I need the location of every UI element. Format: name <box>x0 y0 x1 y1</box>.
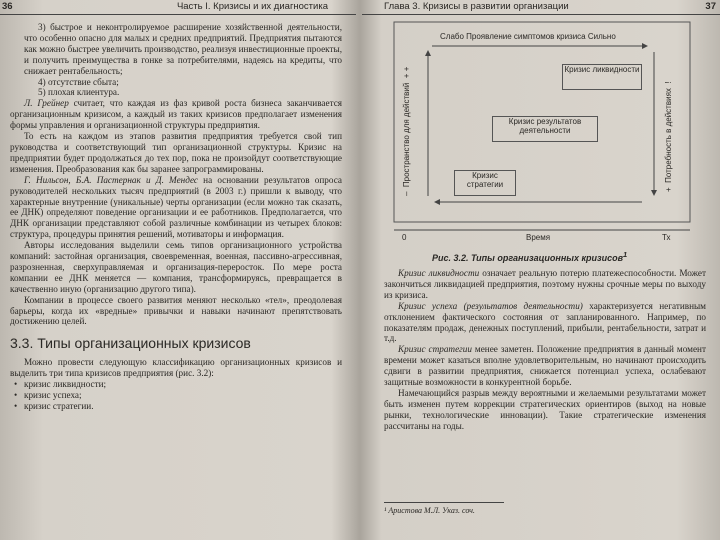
right-text-column <box>384 268 706 432</box>
paragraph-stages: То есть на каждом из этапов развития предприятия требуется свой тип руководства и соответствующий тип организационной структуры. Кризис на предприятии будет продолжаться до тех пор, пока не произойдут соответствующие изменения. Преобразования как бы заранее запрограммированы. <box>10 131 342 174</box>
plus-signs: + + <box>402 66 411 79</box>
paragraph-seven-types: Авторы исследования выделили семь типов организационного устройства компаний: застойная организация, своевременная, военная, пассивно-агрессивная, разрозненная, сверхуправляемая и организация-переросток. По мере роста компании ее ДНК меняется — компания, трансформируясь, превращается в качественно иную (организацию другого типа). <box>10 240 342 294</box>
right-running-header <box>362 0 720 15</box>
list-item: • кризис стратегии. <box>10 401 342 412</box>
caption-footnote-mark: 1 <box>623 250 628 259</box>
left-page-number: 36 <box>2 1 13 12</box>
action-need-axis-label: + Потребность в действиях ! <box>664 81 673 192</box>
crisis-type-list <box>10 379 342 412</box>
footnote-rule <box>384 502 504 503</box>
term-strategy: Кризис стратегии <box>398 344 472 355</box>
right-running-title: Глава 3. Кризисы в развитии организации <box>384 1 569 12</box>
paragraph-classification: Можно провести следующую классификацию организационных кризисов и выделить три типа кризисов предприятия (рис. 3.2): <box>10 357 342 379</box>
exclamation-sign: ! <box>664 81 673 84</box>
footnote: ¹ Аристова М.Л. Указ. соч. <box>384 506 475 515</box>
list-item-3: 3) быстрое и неконтролируемое расширение хозяйственной деятельности, что особенно опасно для малых и средних предприятий. Предприятия пытаются как можно быстрее увеличить производство, реализуя инвестиционные проекты, и получить преимущества в гонке за потребителями, надеясь на кредиты, что снижает рентабельность; <box>24 22 342 76</box>
action-space-axis-label: – Пространство для действий + + <box>402 66 411 196</box>
left-text-column <box>10 22 342 412</box>
box-strategy-crisis: Кризис стратегии <box>454 170 516 196</box>
section-heading: 3.3. Типы организационных кризисов <box>10 335 251 352</box>
list-item: • кризис ликвидности; <box>10 379 342 390</box>
term-liquidity: Кризис ликвидности <box>398 268 480 278</box>
paragraph-gap: Намечающийся разрыв между вероятными и желаемыми результатами может быть изменен путем коррекции стратегических ориентиров (выход на новые рынки, технологические инновации). Такие стратегические изменения рассчитаны на годы. <box>384 387 706 431</box>
time-axis-zero: 0 <box>402 233 407 242</box>
left-running-header <box>0 0 356 15</box>
paragraph-nilson: Г. Нильсон, Б.А. Пастернак и Д. Мендес на основании результатов опроса руководителей нескольких тысяч предприятий (в 2003 г.) пришли к выводу, что характерные внутренние (уникальные) черты организации (если можно так сказать, ее ДНК) определяют поведение организации и ее работников. Предполагается, что ДНК организации представляют собой различные комбинации из четырех блоков: структура, процедуры принятия решений, мотиваторы и информация. <box>10 174 342 240</box>
box-results-crisis: Кризис результатов деятельности <box>492 116 598 142</box>
list-item: • кризис успеха; <box>10 390 342 401</box>
minus-sign: – <box>402 191 411 196</box>
crisis-types-figure <box>392 20 692 245</box>
box-liquidity-crisis: Кризис ликвидности <box>562 64 642 90</box>
term-success: Кризис успеха (результатов деятельности) <box>398 300 583 311</box>
time-axis-label: Время <box>526 233 551 242</box>
left-running-title: Часть I. Кризисы и их диагностика <box>176 1 328 12</box>
author-greiner: Л. Грейнер <box>24 98 69 109</box>
paragraph-success: Кризис успеха (результатов деятельности) характеризуется негативным отклонением фактического состояния от запланированного. Например, по показателям продаж, денежных поступлений, прибыли, рентабельности, затрат и т.д. <box>384 300 706 344</box>
paragraph-liquidity: Кризис ликвидности означает реальную потерю платежеспособности. Может закончиться ликвидацией предприятия, поэтому нужны срочные меры по выходу из кризиса. <box>384 268 706 300</box>
time-axis-end: Тх <box>662 233 671 242</box>
authors-nilson: Г. Нильсон, Б.А. Пастернак и Д. Мендес <box>24 174 198 185</box>
paragraph-strategy: Кризис стратегии менее заметен. Положение предприятия в данный момент времени может казаться вполне удовлетворительным, но начинают происходить сдвиги в развитии предприятия, снижается потенциал успеха, ослабевают защитные возможности в конкурентной борьбе. <box>384 344 706 388</box>
list-item-4: 4) отсутствие сбыта; <box>38 76 119 87</box>
paragraph-greiner: Л. Грейнер считает, что каждая из фаз кривой роста бизнеса заканчивается организационным кризисом, а каждый из таких кризисов предполагает изменения формы управления и организационной структуры предприятия. <box>10 98 342 131</box>
symptom-scale-label: Слабо Проявление симптомов кризиса Сильно <box>440 32 616 41</box>
plus-sign: + <box>664 187 673 192</box>
figure-caption: Рис. 3.2. Типы организационных кризисов$^1$ <box>432 250 628 263</box>
list-item-5: 5) плохая клиентура. <box>38 87 120 98</box>
right-page <box>362 0 720 540</box>
right-page-number: 37 <box>705 1 716 12</box>
left-page <box>0 0 356 540</box>
paragraph-bodies: Компании в процессе своего развития меняют несколько «тел», преодолевая барьеры, когда их «вредные» привычки и навыки начинают препятствовать достижению целей. <box>10 294 342 327</box>
